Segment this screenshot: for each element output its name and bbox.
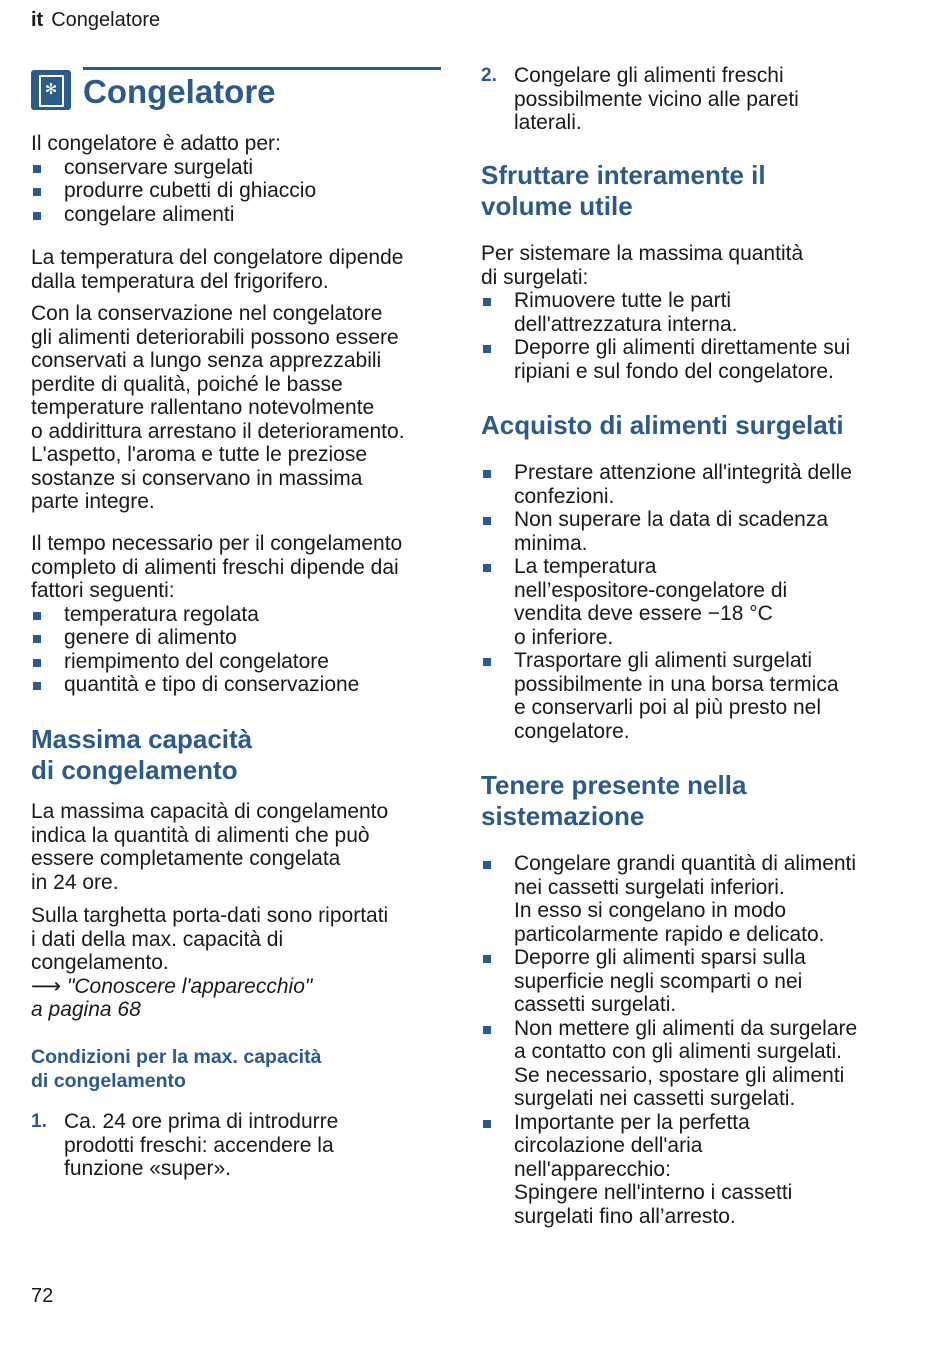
list-item: Non mettere gli alimenti da surgelare a contatto con gli alimenti surgelati. Se necessario, spostare gli alimenti surgelati nei cassetti surgelati.	[481, 1017, 891, 1111]
step-item: 1. Ca. 24 ore prima di introdurre prodotti freschi: accendere la funzione «super».	[31, 1110, 339, 1180]
purchase-list	[481, 461, 891, 743]
freezer-compartment-icon: ✻	[31, 70, 71, 110]
heading-purchase: Acquisto di alimenti surgelati	[481, 410, 844, 440]
list-item: quantità e tipo di conservazione	[31, 673, 441, 697]
cross-reference[interactable]: ⟶ "Conoscere l'apparecchio" a pagina 68	[31, 974, 313, 1021]
volume-intro: Per sistemare la massima quantità di surgelati:	[481, 242, 804, 289]
running-header	[31, 9, 160, 33]
list-item: produrre cubetti di ghiaccio	[31, 179, 441, 203]
list-item: Congelare grandi quantità di alimenti nei cassetti surgelati inferiori. In esso si congelano in modo particolarmente rapido e delicato.	[481, 852, 891, 946]
chapter-title-row	[31, 67, 441, 113]
paragraph-conservation: Con la conservazione nel congelatore gli alimenti deteriorabili possono essere conservati a lungo senza apprezzabili perdite di qualità, poiché le basse temperature rallentano notevolmente o addirittura arrestano il deterioramento. L'aspetto, l'aroma e tutte le preziose sostanze si conservano in massima parte integre.	[31, 302, 405, 513]
step-number: 2.	[481, 65, 497, 86]
paragraph-rating-plate: Sulla targhetta porta-dati sono riportati i dati della max. capacità di congelamento. ⟶ "Conoscere l'apparecchio" a pagina 68	[31, 904, 389, 1021]
paragraph-capacity: La massima capacità di congelamento indica la quantità di alimenti che può essere completamente congelata in 24 ore.	[31, 800, 389, 894]
paragraph-temperature: La temperatura del congelatore dipende dalla temperatura del frigorifero.	[31, 246, 404, 293]
heading-max-capacity: Massima capacità di congelamento	[31, 724, 253, 785]
title-rule	[83, 67, 441, 70]
heading-use-volume: Sfruttare interamente il volume utile	[481, 160, 766, 221]
intro-text: Il congelatore è adatto per:	[31, 132, 281, 155]
heading-storage: Tenere presente nella sistemazione	[481, 770, 747, 831]
language-code: it	[31, 9, 44, 31]
steps-list	[31, 1110, 441, 1181]
list-item: temperatura regolata	[31, 603, 441, 627]
intro-list	[31, 156, 441, 227]
list-item: Deporre gli alimenti direttamente sui ripiani e sul fondo del congelatore.	[481, 336, 891, 383]
list-item: genere di alimento	[31, 626, 441, 650]
header-section: Congelatore	[51, 9, 161, 31]
list-item: conservare surgelati	[31, 156, 441, 180]
storage-list	[481, 852, 891, 1228]
list-item: congelare alimenti	[31, 203, 441, 227]
factors-list	[31, 603, 441, 697]
list-item: Prestare attenzione all'integrità delle confezioni.	[481, 461, 891, 508]
step-item: 2. Congelare gli alimenti freschi possibilmente vicino alle pareti laterali.	[481, 64, 799, 134]
intro-block	[31, 132, 441, 226]
volume-list	[481, 289, 891, 383]
volume-block	[481, 242, 891, 383]
list-item: Rimuovere tutte le parti dell'attrezzatura interna.	[481, 289, 891, 336]
paragraph-freezing-time: Il tempo necessario per il congelamento completo di alimenti freschi dipende dai fattori seguenti:	[31, 532, 403, 602]
page-title: Congelatore	[83, 73, 276, 110]
factors-block	[31, 532, 441, 697]
list-item: Importante per la perfetta circolazione dell'aria nell'apparecchio: Spingere nell'interno i cassetti surgelati fino all’arresto.	[481, 1111, 891, 1229]
list-item: La temperatura nell’espositore-congelatore di vendita deve essere −18 °C o inferiore.	[481, 555, 891, 649]
page-number: 72	[31, 1285, 54, 1307]
steps-list-continued	[481, 64, 891, 135]
heading-conditions: Condizioni per la max. capacità di congelamento	[31, 1046, 322, 1092]
list-item: Trasportare gli alimenti surgelati possibilmente in una borsa termica e conservarli poi al più presto nel congelatore.	[481, 649, 891, 743]
list-item: Deporre gli alimenti sparsi sulla superficie negli scomparti o nei cassetti surgelati.	[481, 946, 891, 1017]
list-item: Non superare la data di scadenza minima.	[481, 508, 891, 555]
list-item: riempimento del congelatore	[31, 650, 441, 674]
step-number: 1.	[31, 1111, 47, 1132]
